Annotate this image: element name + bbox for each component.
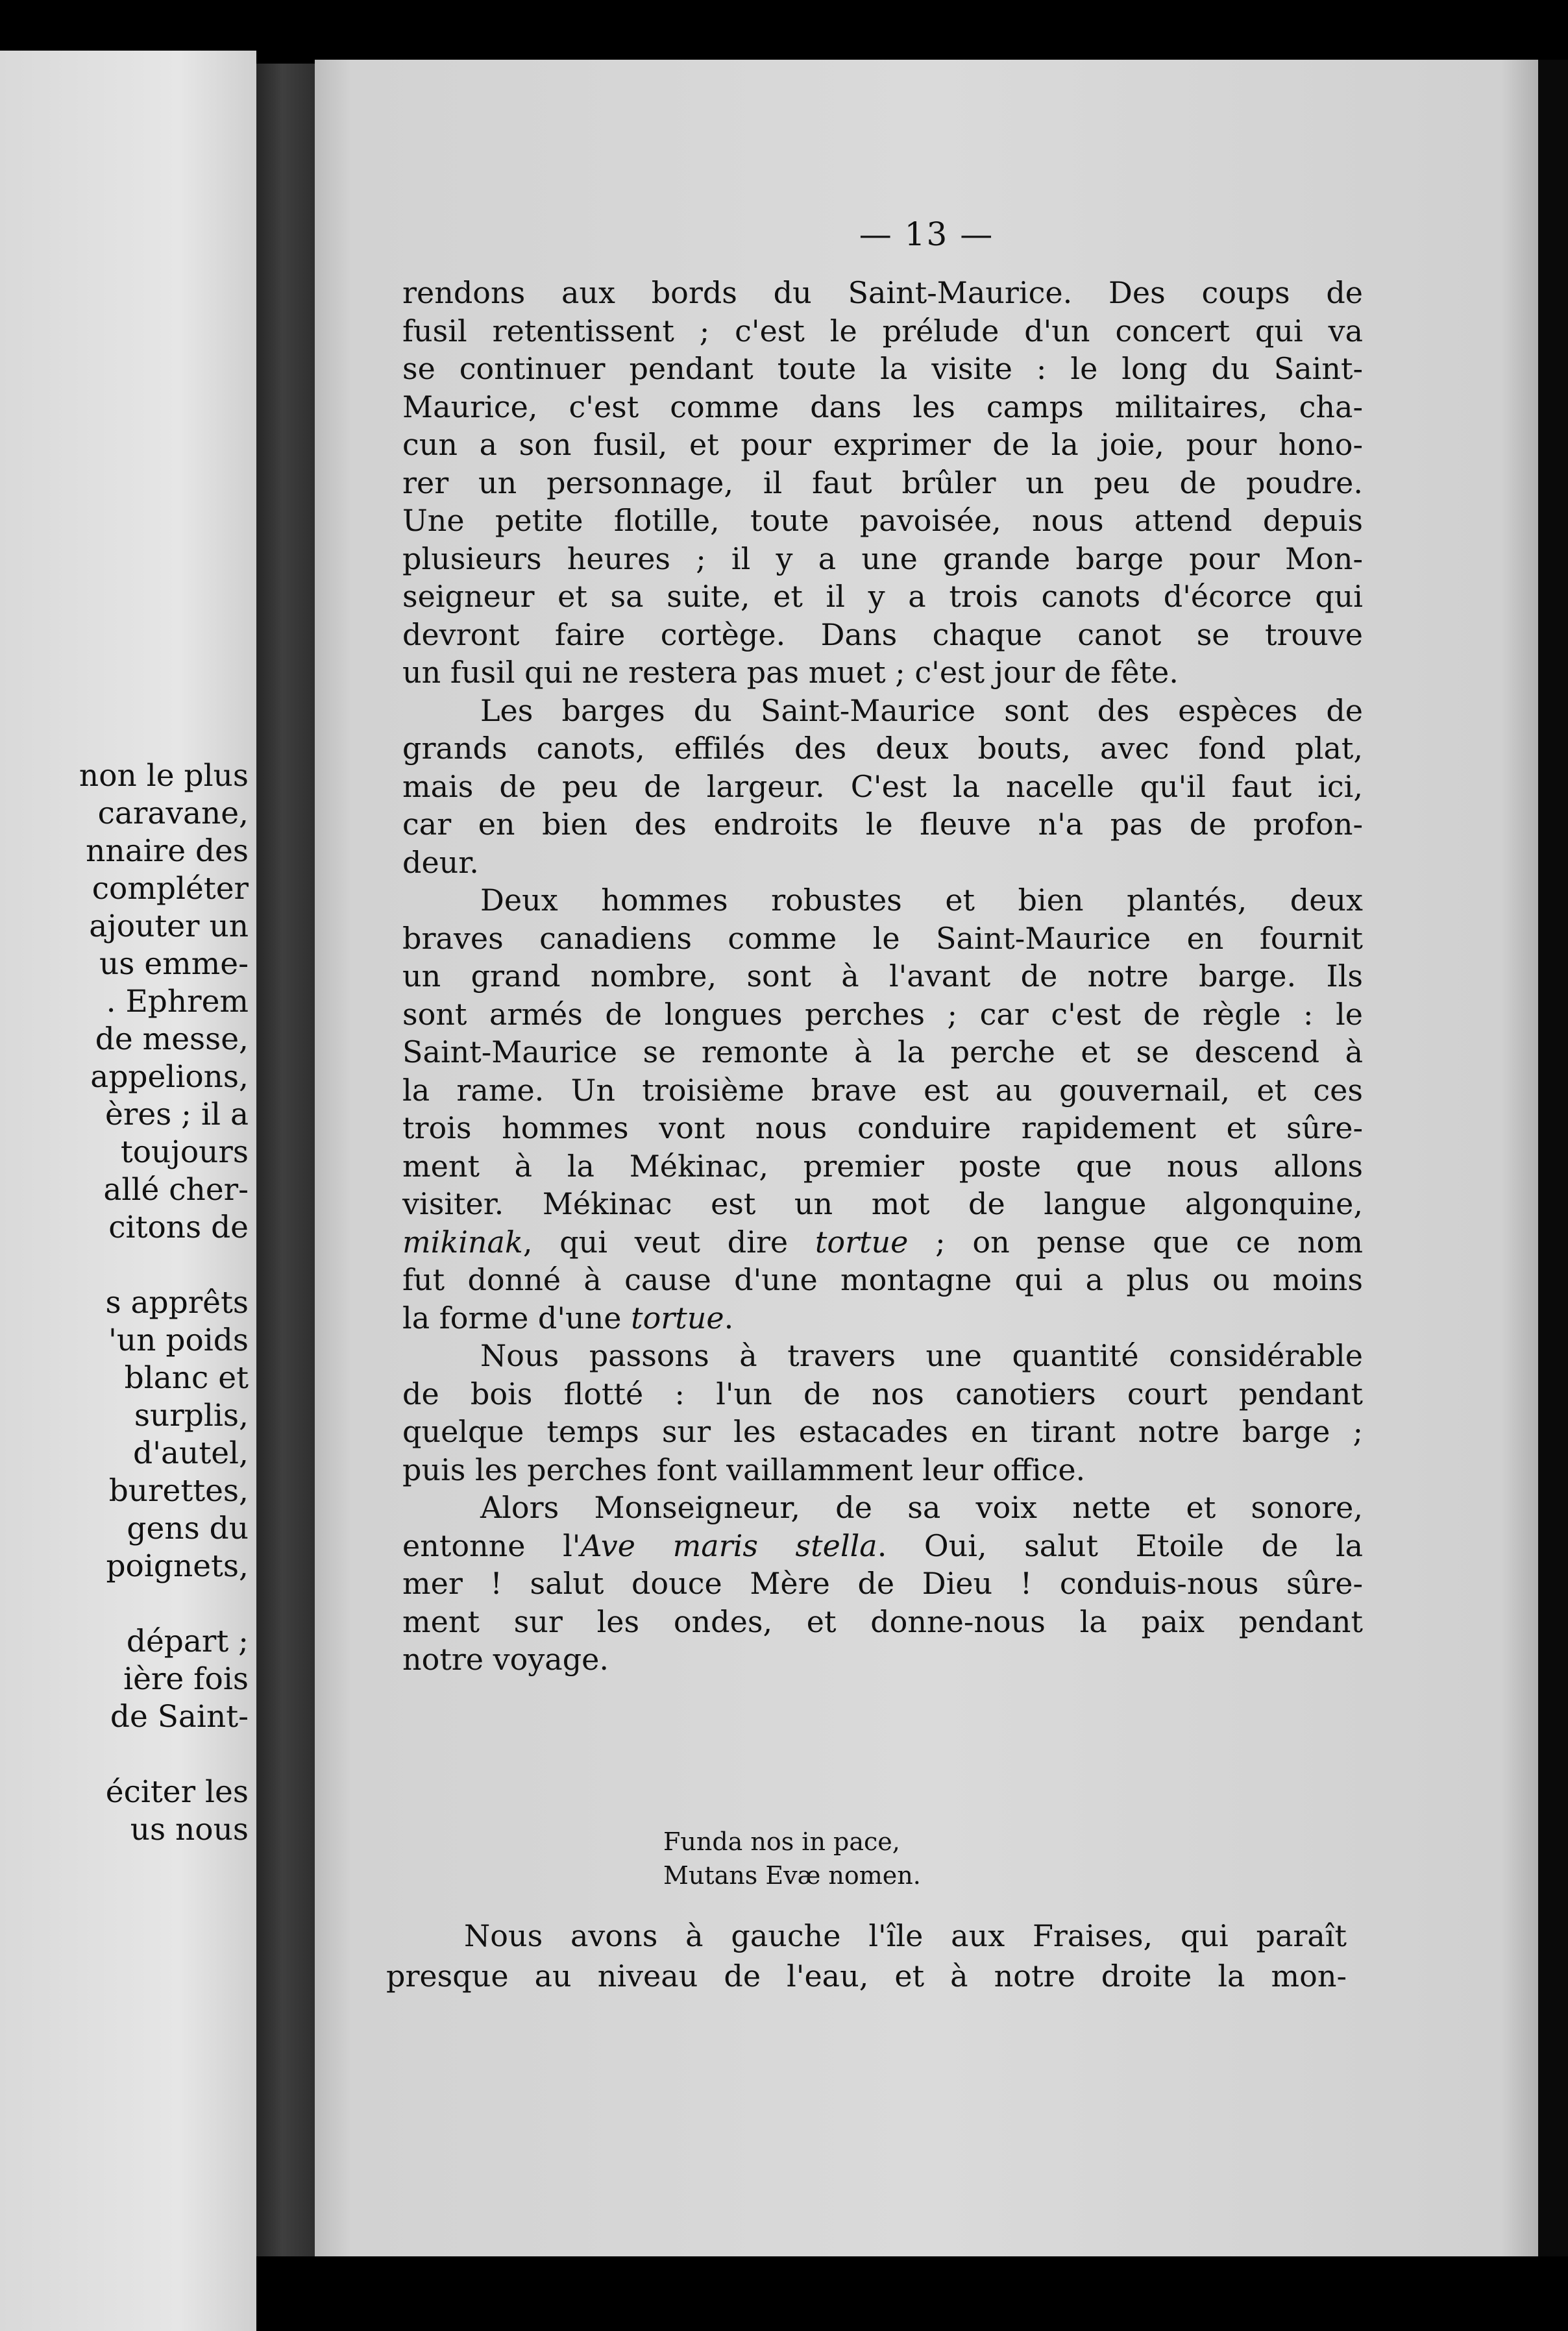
text-line: plusieurs heures ; il y a une grande barge pour Mon- — [402, 541, 1363, 576]
text-line: Alors Monseigneur, de sa voix nette et sonore, — [480, 1490, 1363, 1525]
text-line: devront faire cortège. Dans chaque canot se trouve — [402, 616, 1363, 652]
text-line: fusil retentissent ; c'est le prélude d'un concert qui va — [402, 313, 1363, 348]
text-line: Deux hommes robustes et bien plantés, deux — [480, 883, 1363, 918]
left-fragment: d'autel, — [133, 1435, 249, 1471]
scan-bottom-border — [256, 2256, 1568, 2331]
left-fragment: éciter les — [105, 1774, 249, 1810]
left-fragment: citons de — [108, 1210, 249, 1245]
left-fragment: 'un poids — [108, 1323, 249, 1358]
body-text — [402, 274, 1363, 1679]
left-fragment: de messe, — [95, 1021, 249, 1057]
left-fragment: us nous — [130, 1812, 249, 1848]
text-line: la rame. Un troisième brave est au gouvernail, et ces — [402, 1072, 1363, 1108]
left-fragment: gens du — [127, 1511, 249, 1546]
text-line: mer ! salut douce Mère de Dieu ! conduis-nous sûre- — [402, 1566, 1363, 1601]
text-line: sont armés de longues perches ; car c'est de règle : le — [402, 996, 1363, 1032]
left-fragment: ères ; il a — [105, 1097, 249, 1132]
left-fragment: toujours — [120, 1134, 249, 1170]
left-fragment: de Saint- — [110, 1699, 249, 1735]
text-line: Nous passons à travers une quantité considérable — [480, 1338, 1363, 1373]
text-line: braves canadiens comme le Saint-Maurice en fournit — [402, 920, 1363, 956]
left-fragment: burettes, — [108, 1473, 249, 1509]
left-page-text-fragments — [0, 757, 256, 1849]
text-line: Nous avons à gauche l'île aux Fraises, qui paraît — [464, 1918, 1347, 1953]
text-line: puis les perches font vaillamment leur office. — [402, 1452, 1086, 1487]
book-gutter — [256, 64, 321, 2257]
page-edge-shadow — [1538, 60, 1568, 2256]
left-fragment: appelions, — [90, 1059, 249, 1095]
left-fragment: compléter — [92, 871, 249, 907]
text-line: ment sur les ondes, et donne-nous la paix pendant — [402, 1604, 1363, 1639]
text-line: seigneur et sa suite, et il y a trois canots d'écorce qui — [402, 579, 1363, 614]
text-line: cun a son fusil, et pour exprimer de la joie, pour hono- — [402, 427, 1363, 462]
text-line: grands canots, effilés des deux bouts, avec fond plat, — [402, 731, 1363, 766]
text-line: ment à la Mékinac, premier poste que nous allons — [402, 1148, 1363, 1184]
closing-paragraph — [386, 1916, 1347, 1996]
left-fragment: non le plus — [79, 758, 249, 794]
text-line: notre voyage. — [402, 1642, 609, 1677]
text-line: un grand nombre, sont à l'avant de notre barge. Ils — [402, 958, 1363, 994]
left-fragment: s apprêts — [105, 1285, 249, 1321]
text-line: un fusil qui ne restera pas muet ; c'est jour de fête. — [402, 655, 1179, 690]
left-fragment: ière fois — [123, 1661, 249, 1697]
left-fragment: blanc et — [124, 1360, 249, 1396]
left-fragment: nnaire des — [86, 833, 249, 869]
left-fragment: départ ; — [126, 1624, 249, 1659]
text-line: la forme d'une tortue. — [402, 1300, 734, 1336]
text-line: rendons aux bords du Saint-Maurice. Des coups de — [402, 275, 1363, 310]
left-fragment-gap — [0, 1736, 256, 1774]
text-line: trois hommes vont nous conduire rapidement et sûre- — [402, 1110, 1363, 1145]
page-number: — 13 — — [859, 215, 994, 253]
text-line: se continuer pendant toute la visite : le long du Saint- — [402, 351, 1363, 386]
text-line: de bois flotté : l'un de nos canotiers court pendant — [402, 1376, 1363, 1411]
left-fragment: surplis, — [134, 1398, 249, 1434]
verse-line: Funda nos in pace, — [663, 1827, 900, 1856]
text-line: car en bien des endroits le fleuve n'a pas de profon- — [402, 807, 1363, 842]
text-line: presque au niveau de l'eau, et à notre droite la mon- — [386, 1959, 1347, 1994]
left-fragment: allé cher- — [103, 1172, 249, 1208]
left-fragment: caravane, — [97, 796, 249, 831]
text-line: entonne l'Ave maris stella. Oui, salut Etoile de la — [402, 1528, 1363, 1563]
left-fragment: . Ephrem — [106, 984, 249, 1019]
text-line: visiter. Mékinac est un mot de langue algonquine, — [402, 1186, 1363, 1221]
text-line: mais de peu de largeur. C'est la nacelle qu'il faut ici, — [402, 768, 1363, 804]
text-line: Maurice, c'est comme dans les camps militaires, cha- — [402, 389, 1363, 424]
text-line: rer un personnage, il faut brûler un peu de poudre. — [402, 465, 1363, 500]
left-page — [0, 51, 256, 2331]
left-fragment: poignets, — [106, 1548, 249, 1584]
latin-verse — [663, 1825, 921, 1892]
verse-line: Mutans Evæ nomen. — [663, 1861, 921, 1890]
left-fragment-gap — [0, 1247, 256, 1284]
text-line: Saint-Maurice se remonte à la perche et se descend à — [402, 1034, 1363, 1069]
text-line: Une petite flotille, toute pavoisée, nous attend depuis — [402, 503, 1363, 538]
left-fragment: us emme- — [99, 946, 249, 982]
text-line: Les barges du Saint-Maurice sont des espèces de — [480, 692, 1363, 728]
text-line: deur. — [402, 844, 479, 880]
text-line: mikinak, qui veut dire tortue ; on pense que ce nom — [402, 1224, 1363, 1260]
text-line: quelque temps sur les estacades en tirant notre barge ; — [402, 1414, 1363, 1449]
left-fragment-gap — [0, 1585, 256, 1623]
left-fragment: ajouter un — [89, 909, 249, 944]
right-page — [315, 60, 1538, 2256]
text-line: fut donné à cause d'une montagne qui a plus ou moins — [402, 1262, 1363, 1297]
